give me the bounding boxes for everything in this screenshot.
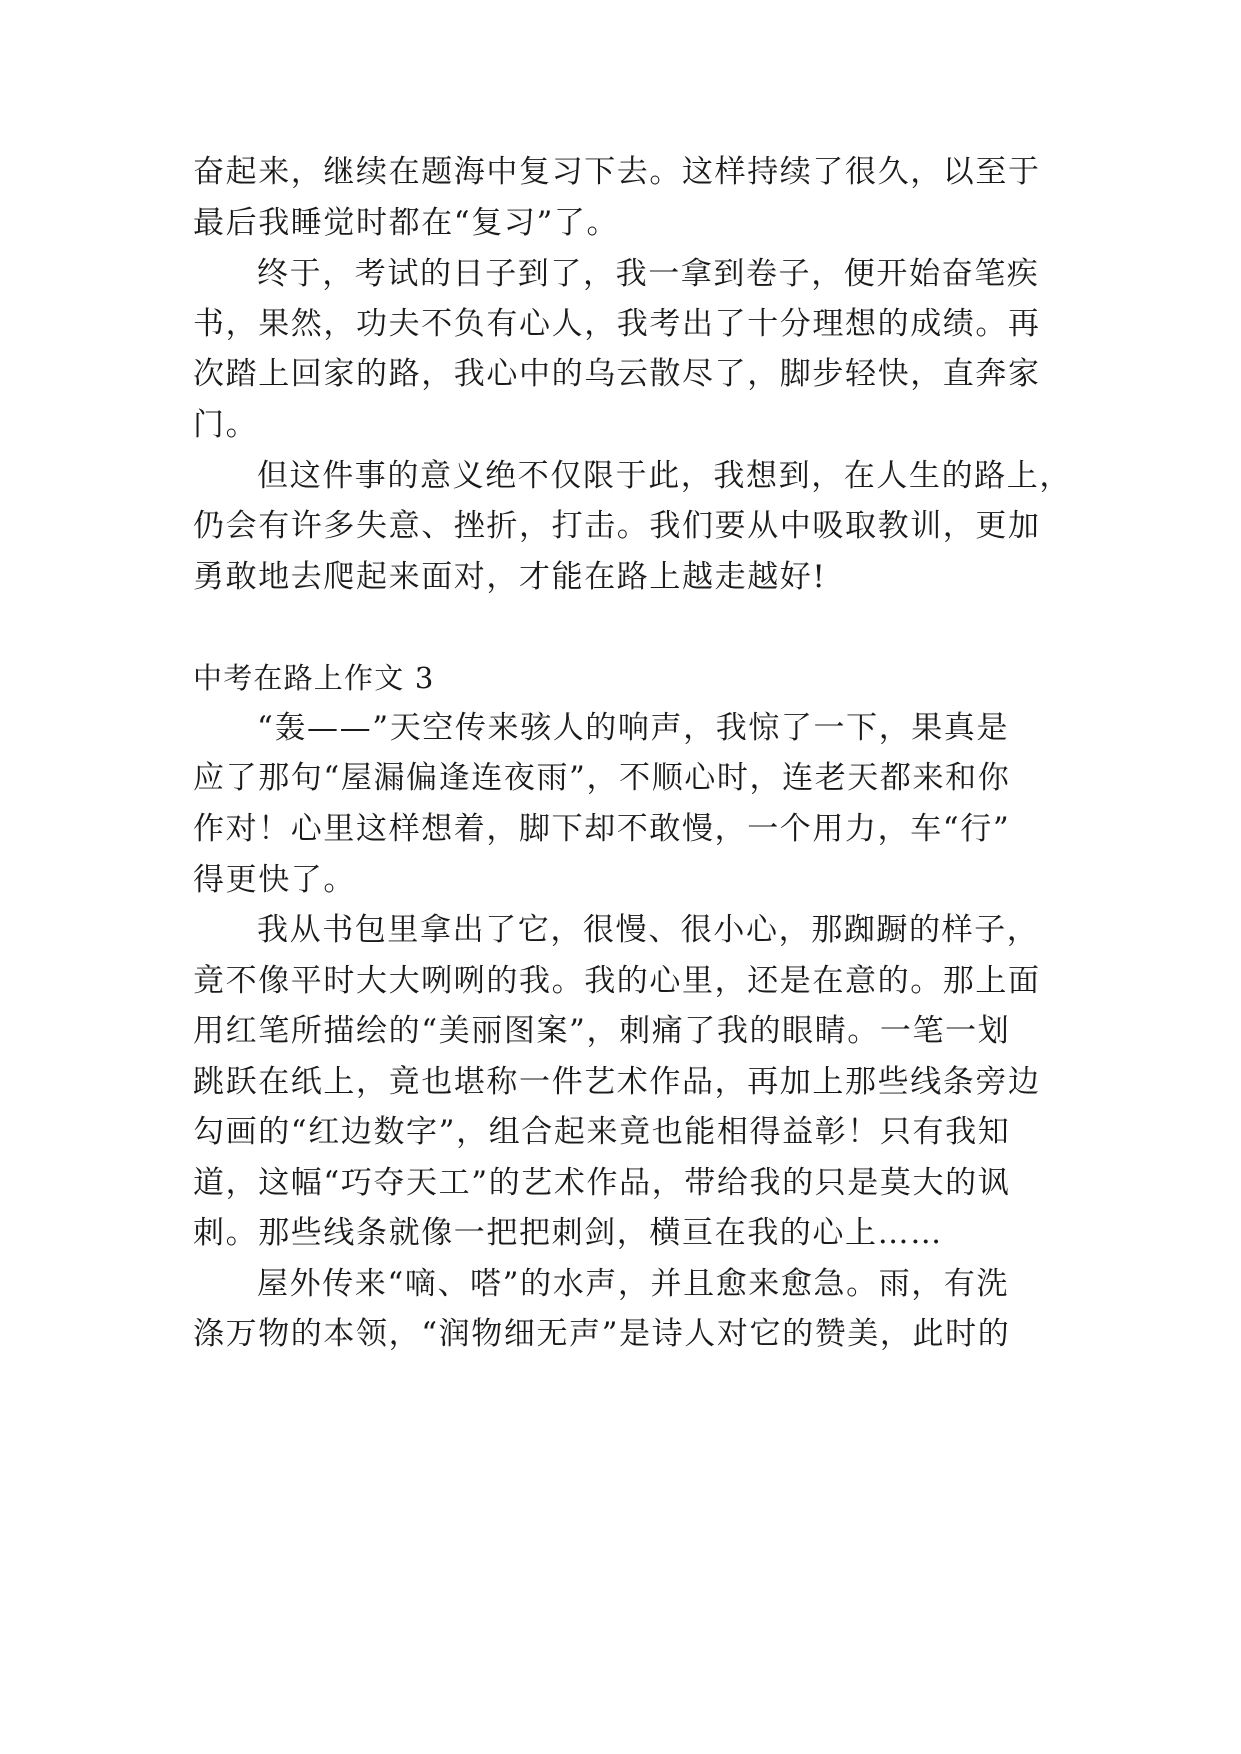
text-line: 用红笔所描绘的“美丽图案”，刺痛了我的眼睛。一笔一划	[193, 1013, 1011, 1049]
text-line: 应了那句“屋漏偏逢连夜雨”，不顺心时，连老天都来和你	[193, 760, 1011, 796]
text-line: 书，果然，功夫不负有心人，我考出了十分理想的成绩。再	[193, 306, 1041, 342]
text-line: 最后我睡觉时都在“复习”了。	[193, 205, 620, 241]
text-line: 终于，考试的日子到了，我一拿到卷子，便开始奋笔疾	[257, 256, 1040, 292]
text-line: 得更快了。	[193, 862, 356, 898]
text-line: 刺。那些线条就像一把把刺剑，横亘在我的心上……	[193, 1215, 943, 1251]
text-line: 奋起来，继续在题海中复习下去。这样持续了很久，以至于	[193, 154, 1041, 190]
text-line: 次踏上回家的路，我心中的乌云散尽了，脚步轻快，直奔家	[193, 356, 1041, 392]
text-line: 仍会有许多失意、挫折，打击。我们要从中吸取教训，更加	[193, 508, 1041, 544]
section-title: 中考在路上作文 3	[193, 661, 435, 695]
text-line: 勾画的“红边数字”，组合起来竟也能相得益彰！只有我知	[193, 1114, 1011, 1150]
text-line: 作对！心里这样想着，脚下却不敢慢，一个用力，车“行”	[193, 811, 1011, 847]
text-line: 门。	[193, 407, 259, 443]
text-line: 但这件事的意义绝不仅限于此，我想到，在人生的路上，	[257, 458, 1072, 494]
text-line: 道，这幅“巧夺天工”的艺术作品，带给我的只是莫大的讽	[193, 1165, 1011, 1201]
text-line: 屋外传来“嘀、嗒”的水声，并且愈来愈急。雨，有洗	[257, 1266, 1010, 1302]
text-line: 我从书包里拿出了它，很慢、很小心，那踟蹰的样子，	[257, 912, 1040, 948]
text-line: “轰——”天空传来骇人的响声，我惊了一下，果真是	[257, 710, 1010, 746]
text-line: 竟不像平时大大咧咧的我。我的心里，还是在意的。那上面	[193, 963, 1041, 999]
text-line: 涤万物的本领，“润物细无声”是诗人对它的赞美，此时的	[193, 1316, 1011, 1352]
text-line: 勇敢地去爬起来面对，才能在路上越走越好!	[193, 559, 827, 595]
text-line: 跳跃在纸上，竟也堪称一件艺术作品，再加上那些线条旁边	[193, 1064, 1041, 1100]
